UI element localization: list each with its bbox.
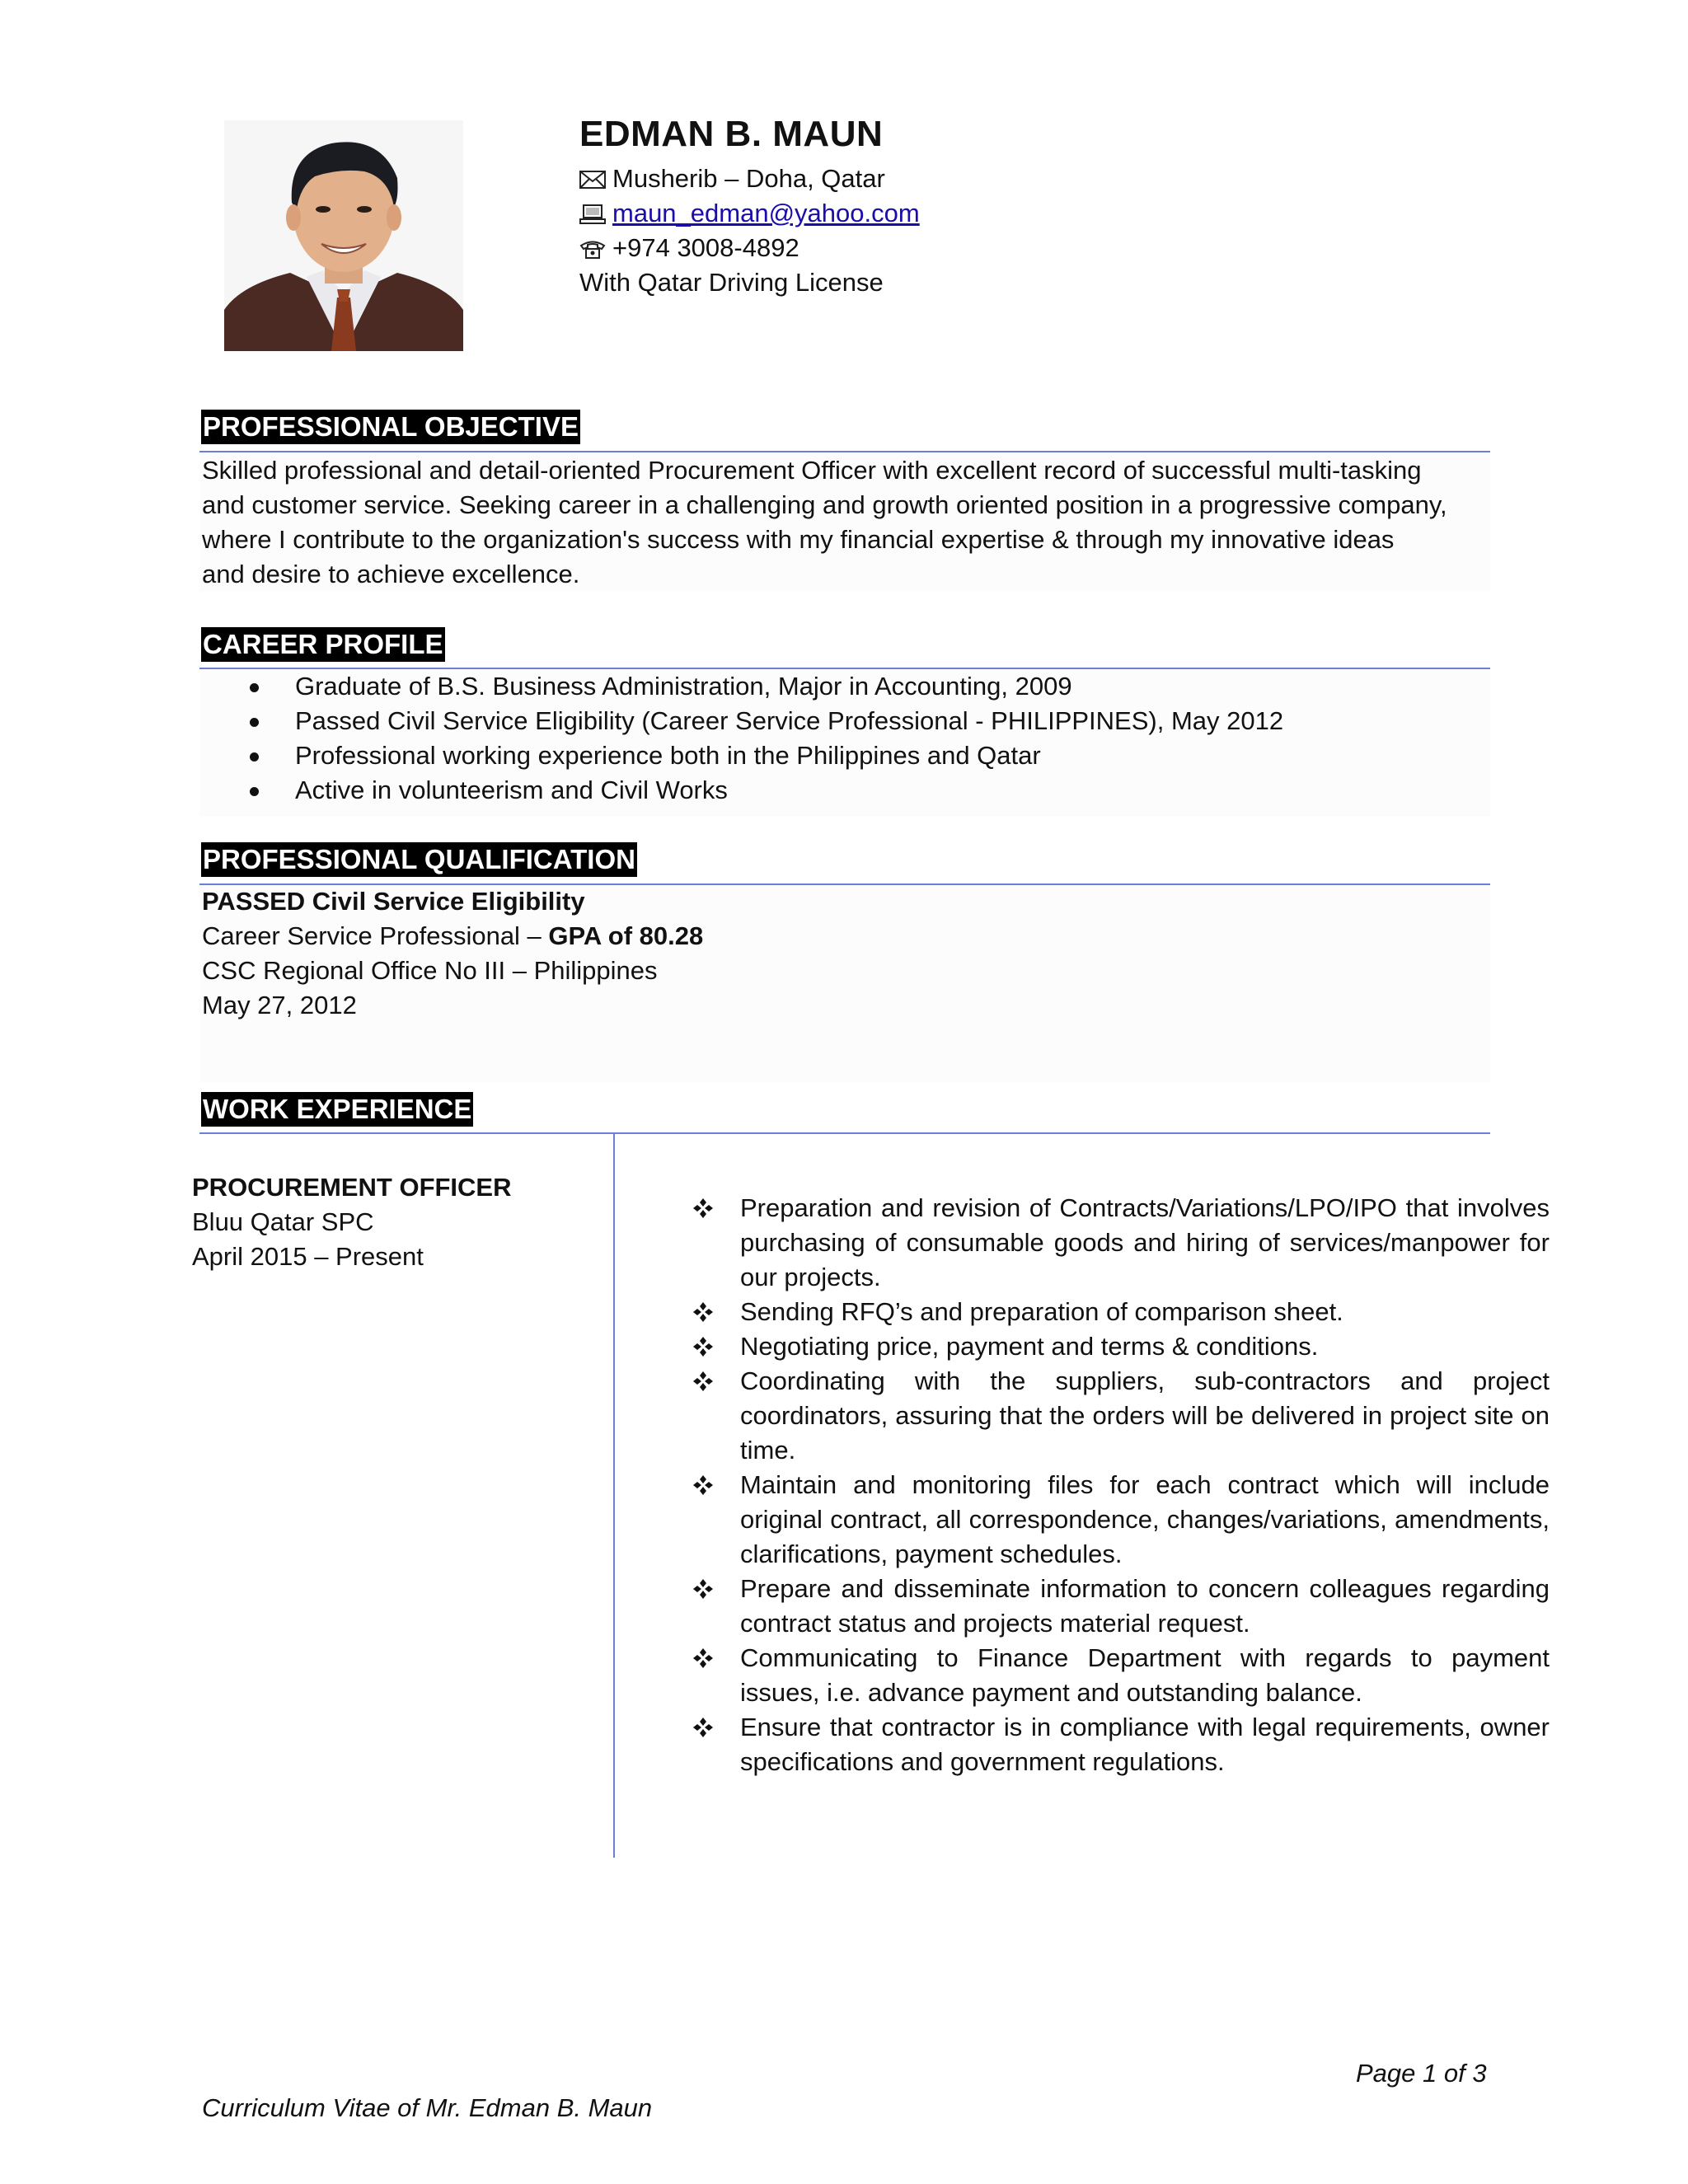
list-item: Passed Civil Service Eligibility (Career Service Professional - PHILIPPINES), May 2012 bbox=[202, 704, 1283, 738]
list-item: Active in volunteerism and Civil Works bbox=[202, 773, 1283, 808]
diamond-bullet-icon bbox=[692, 1474, 714, 1496]
phone-text: +974 3008-4892 bbox=[612, 233, 799, 262]
list-item bbox=[692, 1295, 1550, 1329]
qualification-heading: PROFESSIONAL QUALIFICATION bbox=[201, 842, 637, 877]
address-text: Musherib – Doha, Qatar bbox=[612, 164, 885, 193]
duties-list bbox=[692, 1191, 1550, 1779]
envelope-icon bbox=[579, 165, 606, 186]
work-heading: WORK EXPERIENCE bbox=[201, 1092, 473, 1127]
duty-text: Sending RFQ’s and preparation of comparison sheet. bbox=[740, 1297, 1343, 1326]
computer-icon bbox=[579, 199, 606, 221]
diamond-bullet-icon bbox=[692, 1371, 714, 1392]
list-item bbox=[692, 1710, 1550, 1779]
email-link[interactable]: maun_edman@yahoo.com bbox=[612, 199, 920, 227]
job-position: PROCUREMENT OFFICER bbox=[192, 1173, 512, 1202]
list-item bbox=[692, 1329, 1550, 1364]
qualification-exam bbox=[202, 919, 703, 954]
objective-line: and desire to achieve excellence. bbox=[202, 560, 580, 588]
career-heading: CAREER PROFILE bbox=[201, 627, 445, 662]
telephone-icon bbox=[579, 234, 606, 255]
qualification-title: PASSED Civil Service Eligibility bbox=[202, 887, 585, 916]
address-line bbox=[579, 162, 885, 196]
list-item bbox=[692, 1364, 1550, 1468]
footer-cv-label: Curriculum Vitae of Mr. Edman B. Maun bbox=[202, 2093, 653, 2122]
gpa-value: GPA of 80.28 bbox=[548, 921, 704, 950]
duty-text: Negotiating price, payment and terms & conditions. bbox=[740, 1332, 1319, 1361]
work-rule bbox=[199, 1132, 1490, 1134]
diamond-bullet-icon bbox=[692, 1717, 714, 1738]
career-list bbox=[202, 669, 1283, 808]
duty-text: Prepare and disseminate information to concern colleagues regarding contract status and projects material request. bbox=[740, 1574, 1550, 1638]
list-item bbox=[692, 1572, 1550, 1641]
objective-line: and customer service. Seeking career in a challenging and growth oriented position in a progressive company, bbox=[202, 490, 1447, 519]
list-item bbox=[692, 1641, 1550, 1710]
email-line bbox=[579, 196, 920, 231]
duty-text: Coordinating with the suppliers, sub-contractors and project coordinators, assuring that the orders will be delivered in project site on time. bbox=[740, 1366, 1550, 1465]
duty-text: Maintain and monitoring files for each contract which will include original contract, all correspondence, changes/variations, amendments, clarifications, payment schedules. bbox=[740, 1470, 1550, 1568]
work-divider bbox=[613, 1132, 615, 1858]
diamond-bullet-icon bbox=[692, 1301, 714, 1323]
duty-text: Communicating to Finance Department with regards to payment issues, i.e. advance payment and outstanding balance. bbox=[740, 1643, 1550, 1707]
list-item: Graduate of B.S. Business Administration, Major in Accounting, 2009 bbox=[202, 669, 1283, 704]
objective-line: Skilled professional and detail-oriented Procurement Officer with excellent record of successful multi-tasking bbox=[202, 456, 1422, 485]
job-period: April 2015 – Present bbox=[192, 1242, 424, 1271]
list-item bbox=[692, 1191, 1550, 1295]
candidate-name: EDMAN B. MAUN bbox=[579, 114, 884, 154]
objective-line: where I contribute to the organization's success with my financial expertise & through my innovative ideas bbox=[202, 525, 1395, 554]
diamond-bullet-icon bbox=[692, 1336, 714, 1357]
job-company: Bluu Qatar SPC bbox=[192, 1207, 374, 1236]
duty-text: Preparation and revision of Contracts/Variations/LPO/IPO that involves purchasing of consumable goods and hiring of services/manpower for our projects. bbox=[740, 1193, 1550, 1291]
diamond-bullet-icon bbox=[692, 1578, 714, 1600]
qualification-office: CSC Regional Office No III – Philippines bbox=[202, 956, 658, 985]
list-item: Professional working experience both in the Philippines and Qatar bbox=[202, 738, 1283, 773]
objective-text bbox=[202, 453, 1488, 592]
diamond-bullet-icon bbox=[692, 1647, 714, 1669]
objective-heading: PROFESSIONAL OBJECTIVE bbox=[201, 410, 580, 444]
phone-line bbox=[579, 231, 799, 265]
page-number: Page 1 of 3 bbox=[1356, 2059, 1487, 2088]
profile-photo bbox=[224, 120, 463, 351]
objective-rule bbox=[199, 451, 1490, 452]
list-item bbox=[692, 1468, 1550, 1572]
qualification-date: May 27, 2012 bbox=[202, 991, 357, 1019]
license-text: With Qatar Driving License bbox=[579, 268, 884, 297]
exam-name: Career Service Professional – bbox=[202, 921, 549, 950]
diamond-bullet-icon bbox=[692, 1197, 714, 1219]
duty-text: Ensure that contractor is in compliance with legal requirements, owner specifications and government regulations. bbox=[740, 1713, 1550, 1776]
